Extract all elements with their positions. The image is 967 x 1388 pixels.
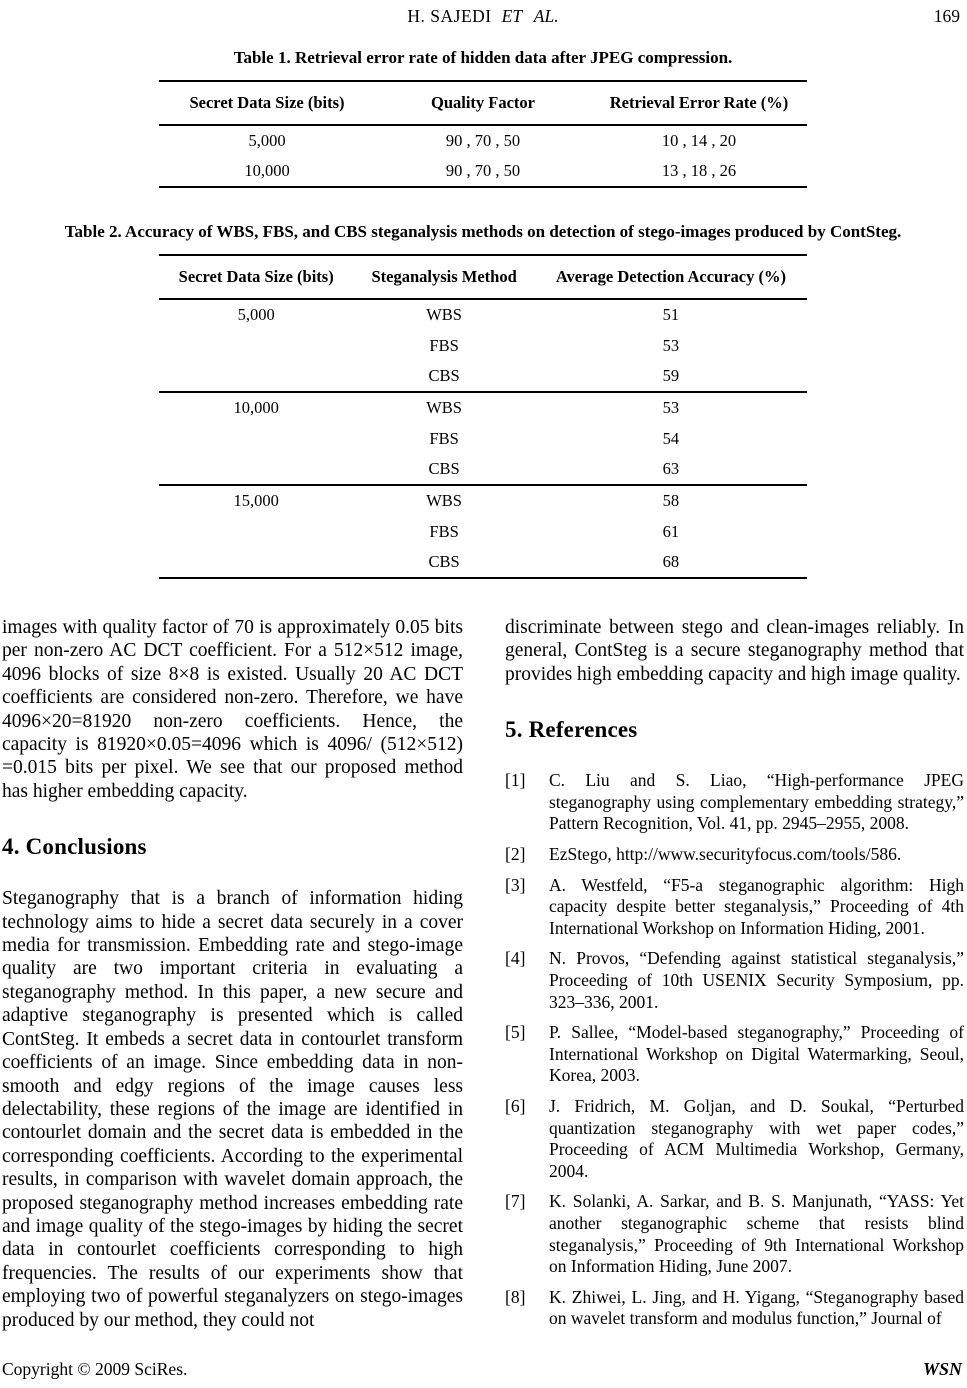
table-cell: 5,000 bbox=[248, 131, 286, 150]
reference-number: [8] bbox=[505, 1286, 526, 1307]
reference-text: A. Westfeld, “F5-a steganographic algorithm: High capacity despite better steganalysis,” Proceeding of 4th International Workshop on Information Hiding, 2001. bbox=[549, 874, 964, 938]
table-cell: 5,000 bbox=[237, 305, 275, 324]
conclusions-heading: 4. Conclusions bbox=[2, 834, 147, 860]
table2 bbox=[159, 254, 807, 579]
table-cell: 15,000 bbox=[233, 491, 279, 510]
reference-number: [4] bbox=[505, 948, 526, 969]
table2-group-15000 bbox=[159, 485, 807, 578]
table-cell: 51 bbox=[662, 305, 680, 324]
table1-caption: Table 1. Retrieval error rate of hidden data after JPEG compression. bbox=[233, 48, 733, 67]
table-cell: WBS bbox=[426, 398, 462, 417]
reference-item bbox=[505, 1022, 964, 1087]
table-cell: WBS bbox=[426, 305, 462, 324]
table-row bbox=[159, 454, 807, 485]
reference-text: J. Fridrich, M. Goljan, and D. Soukal, “Perturbed quantization steganography with wet paper codes,” Proceeding of ACM Multimedia Workshop, Germany, 2004. bbox=[549, 1095, 964, 1181]
table-cell: FBS bbox=[429, 335, 459, 355]
references-heading: 5. References bbox=[505, 717, 638, 743]
table2-col-steganalysis-method: Steganalysis Method bbox=[353, 255, 534, 299]
reference-text: N. Provos, “Defending against statistical steganalysis,” Proceeding of 10th USENIX Security Symposium, pp. 323–336, 2001. bbox=[549, 948, 964, 1012]
reference-text: C. Liu and S. Liao, “High-performance JPEG steganography using complementary embedding strategy,” Pattern Recognition, Vol. 41, pp. 2945–2955, 2008. bbox=[549, 770, 964, 834]
reference-item bbox=[505, 1096, 964, 1182]
reference-number: [3] bbox=[505, 874, 526, 895]
reference-item bbox=[505, 875, 964, 940]
table2-group-5000 bbox=[159, 299, 807, 392]
table-row bbox=[159, 299, 807, 330]
running-head-authors: H. SAJEDI bbox=[407, 6, 492, 26]
conclusions-paragraph: Steganography that is a branch of information hiding technology aims to hide a secret data securely in a cover media for transmission. Embedding rate and stego-image quality are two important criteria in evaluating a steganography method. In this paper, a new secure and adaptive steganography is presented which is called ContSteg. It embeds a secret data in contourlet transform coefficients of an image. Since embedding data in non-smooth and edgy regions of the image causes less delectability, these regions of the image are identified in contourlet domain and the secret data is embedded in the corresponding coefficients. According to the experimental results, in comparison with wavelet domain approach, the proposed steganography method increases embedding rate and image quality of the stego-images by hiding the secret data in contourlet coefficients corresponding to high frequencies. The results of our experiments show that employing two of powerful steganalyzers on stego-images produced by our method, they could not bbox=[2, 888, 463, 1331]
reference-number: [2] bbox=[505, 844, 526, 864]
table-row bbox=[159, 485, 807, 516]
table2-caption: Table 2. Accuracy of WBS, FBS, and CBS steganalysis methods on detection of stego-images produced by ContSteg. bbox=[64, 222, 902, 241]
table-row bbox=[159, 547, 807, 578]
table-cell: CBS bbox=[428, 552, 460, 571]
table-cell: 90 , 70 , 50 bbox=[445, 161, 521, 180]
running-head bbox=[2, 6, 964, 28]
body-columns bbox=[2, 616, 964, 1339]
journal-mark: WSN bbox=[922, 1359, 962, 1379]
capacity-paragraph: images with quality factor of 70 is approximately 0.05 bits per non-zero AC DCT coefficient. For a 512×512 image, 4096 blocks of size 8×8 is existed. Usually 20 AC DCT coefficients are considered non-zero. Therefore, we have 4096×20=81920 non-zero coefficients. Hence, the capacity is 81920×0.05=4096 which is 4096/ (512×512) =0.015 bits per pixel. We see that our proposed method has higher embedding capacity. bbox=[2, 617, 463, 802]
references-list bbox=[505, 770, 964, 1330]
table-row bbox=[159, 392, 807, 423]
reference-item bbox=[505, 770, 964, 835]
column-gutter bbox=[463, 616, 505, 1339]
reference-number: [6] bbox=[505, 1095, 526, 1116]
reference-number: [7] bbox=[505, 1191, 526, 1212]
table-row bbox=[159, 423, 807, 454]
table-row bbox=[159, 330, 807, 361]
table-cell: CBS bbox=[428, 459, 460, 478]
table-row bbox=[159, 125, 807, 156]
table2-group-10000 bbox=[159, 392, 807, 485]
table2-col-secret-data-size: Secret Data Size (bits) bbox=[159, 255, 353, 299]
table-row bbox=[159, 81, 807, 125]
reference-number: [1] bbox=[505, 770, 526, 791]
table-cell: 53 bbox=[662, 398, 680, 417]
table-cell: 58 bbox=[662, 491, 680, 510]
table1-col-error-rate: Retrieval Error Rate (%) bbox=[591, 81, 807, 125]
discussion-paragraph: discriminate between stego and clean-images reliably. In general, ContSteg is a secure steganography method that provides high embedding capacity and high image quality. bbox=[505, 617, 964, 685]
table-cell: CBS bbox=[428, 366, 460, 385]
table1-header bbox=[159, 81, 807, 125]
table1-col-quality-factor: Quality Factor bbox=[375, 81, 591, 125]
reference-text: EzStego, http://www.securityfocus.com/tools/586. bbox=[549, 844, 902, 864]
table-row bbox=[159, 255, 807, 299]
table-cell: FBS bbox=[429, 521, 459, 541]
table1 bbox=[159, 80, 807, 188]
table-row bbox=[159, 516, 807, 547]
table-cell: 90 , 70 , 50 bbox=[445, 131, 521, 150]
page-footer bbox=[2, 1359, 962, 1380]
reference-text: K. Zhiwei, L. Jing, and H. Yigang, “Steganography based on wavelet transform and modulus function,” Journal of bbox=[549, 1286, 964, 1329]
reference-item bbox=[505, 1287, 964, 1330]
table-cell: 13 , 18 , 26 bbox=[661, 161, 737, 180]
page-number: 169 bbox=[933, 6, 960, 26]
table-cell: 10,000 bbox=[244, 161, 290, 180]
table-cell: FBS bbox=[429, 428, 459, 448]
table-cell: 59 bbox=[662, 366, 680, 385]
copyright-notice: Copyright © 2009 SciRes. bbox=[2, 1359, 188, 1379]
running-head-etal: ET AL. bbox=[501, 6, 559, 26]
table-cell: 10 , 14 , 20 bbox=[661, 131, 737, 150]
table2-col-detection-accuracy: Average Detection Accuracy (%) bbox=[535, 255, 807, 299]
reference-item bbox=[505, 1191, 964, 1277]
table-cell: 53 bbox=[662, 335, 680, 355]
left-column bbox=[2, 616, 463, 1339]
table-cell: 63 bbox=[662, 459, 680, 478]
table-cell: 54 bbox=[662, 428, 680, 448]
table1-col-secret-data-size: Secret Data Size (bits) bbox=[159, 81, 375, 125]
table-cell: 61 bbox=[662, 521, 680, 541]
reference-item bbox=[505, 844, 964, 866]
table-cell: 68 bbox=[662, 552, 680, 571]
table-row bbox=[159, 361, 807, 392]
table-cell: 10,000 bbox=[233, 398, 279, 417]
reference-text: P. Sallee, “Model-based steganography,” Proceeding of International Workshop on Digital Watermarking, Seoul, Korea, 2003. bbox=[549, 1022, 964, 1086]
table-cell: WBS bbox=[426, 491, 462, 510]
right-column bbox=[505, 616, 964, 1339]
reference-number: [5] bbox=[505, 1022, 526, 1043]
table-row bbox=[159, 156, 807, 187]
table2-header bbox=[159, 255, 807, 299]
reference-item bbox=[505, 948, 964, 1013]
reference-text: K. Solanki, A. Sarkar, and B. S. Manjunath, “YASS: Yet another steganographic scheme that resists blind steganalysis,” Proceeding of 9th International Workshop on Information Hiding, June 2007. bbox=[549, 1191, 964, 1277]
